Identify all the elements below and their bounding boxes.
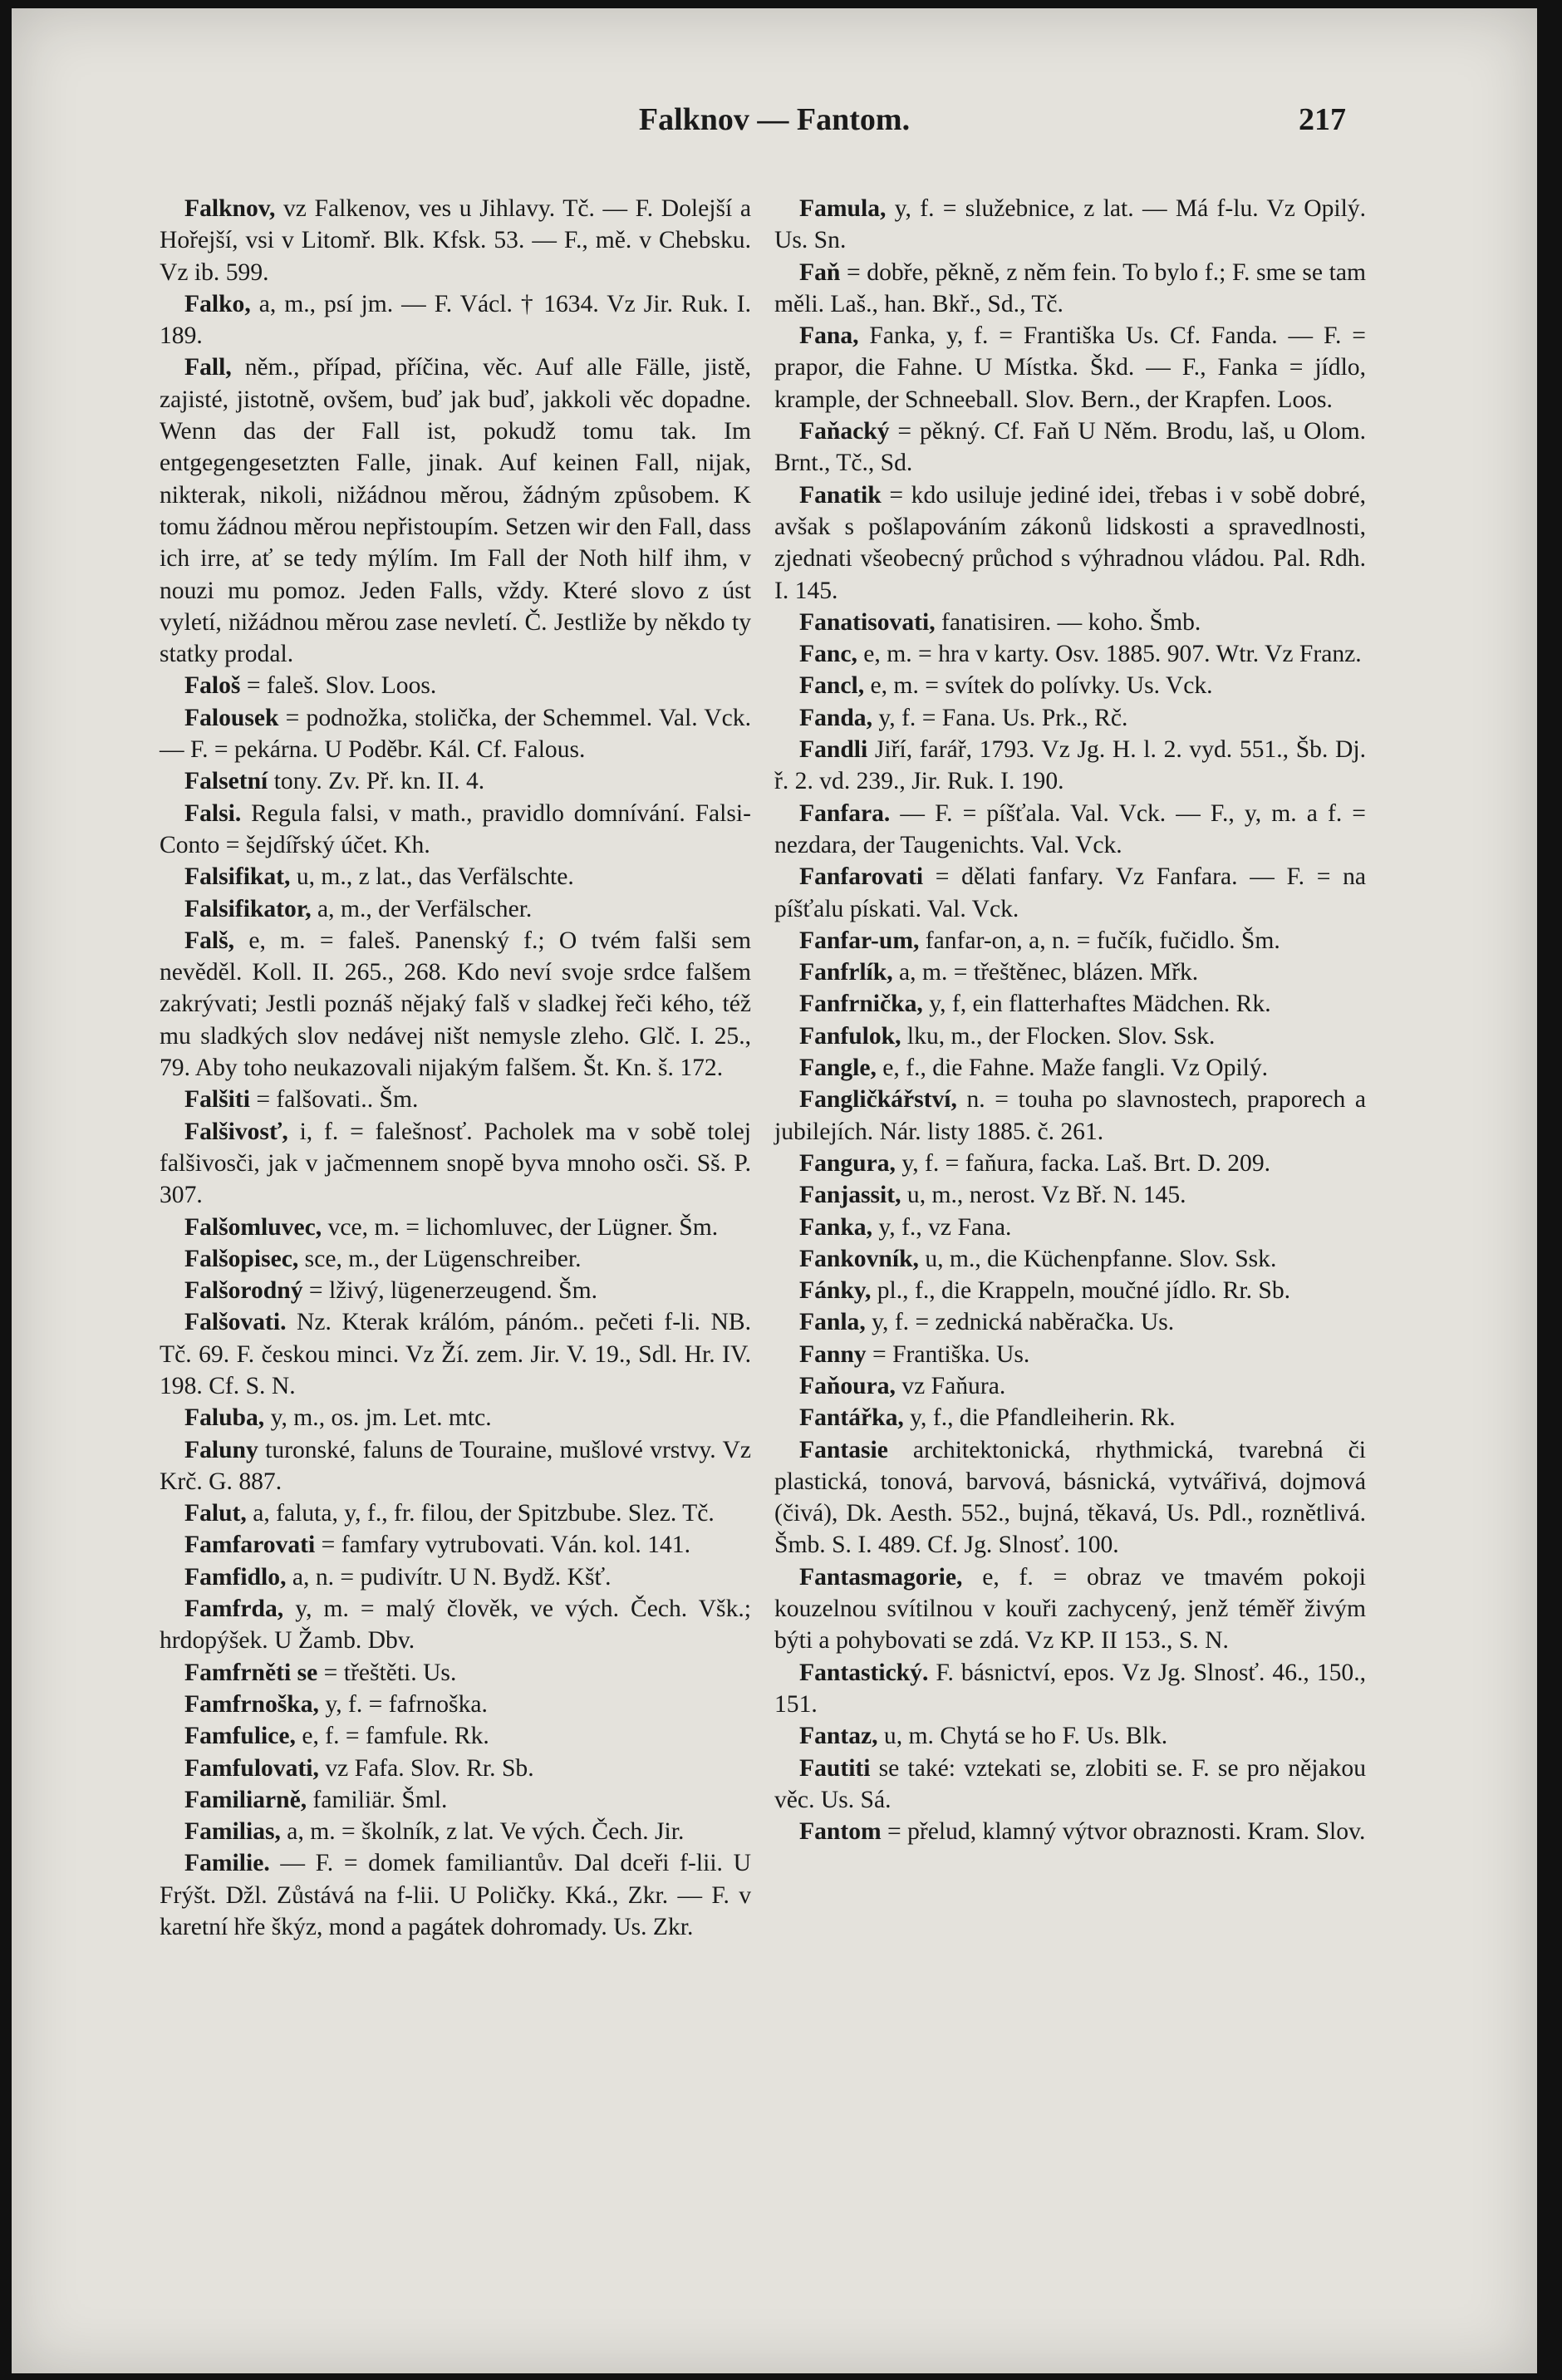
right-column: [774, 193, 1366, 1847]
dictionary-entry: [160, 1212, 751, 1243]
entry-headword: Falknov,: [184, 195, 276, 222]
entry-text: Fanka, y, f. = Františka Us. Cf. Fanda. — F. = prapor, die Fahne. U Místka. Škd. — F., Fanka = jídlo, krample, der Schneeball. Slov. Bern., der Krapfen. Loos.: [774, 322, 1366, 413]
entry-text: = třeštěti. Us.: [317, 1659, 457, 1686]
dictionary-entry: [774, 1816, 1366, 1847]
entry-headword: Fantasie: [799, 1436, 888, 1463]
dictionary-entry: [774, 1148, 1366, 1179]
page-number: 217: [1299, 102, 1346, 137]
dictionary-entry: [160, 1561, 751, 1593]
entry-headword: Famfarovati: [184, 1532, 316, 1559]
entry-text: tony. Zv. Př. kn. II. 4.: [268, 768, 485, 795]
entry-headword: Falsifikator,: [184, 895, 312, 922]
entry-text: u, m. Chytá se ho F. Us. Blk.: [877, 1723, 1168, 1750]
dictionary-entry: [160, 1306, 751, 1402]
dictionary-entry: [774, 479, 1366, 607]
entry-text: = Františka. Us.: [866, 1340, 1030, 1368]
dictionary-entry: [774, 1212, 1366, 1243]
entry-headword: Falšomluvec,: [184, 1213, 322, 1241]
dictionary-entry: [160, 1434, 751, 1498]
dictionary-entry: [774, 257, 1366, 321]
entry-headword: Fangura,: [799, 1149, 896, 1177]
entry-text: y, f, ein flatterhaftes Mädchen. Rk.: [922, 991, 1271, 1018]
dictionary-entry: [160, 1847, 751, 1943]
entry-headword: Fautiti: [799, 1754, 871, 1782]
left-column: [160, 193, 751, 1943]
entry-text: a, m. = školník, z lat. Ve vých. Čech. Jir.: [280, 1818, 685, 1846]
entry-text: Nz. Kterak králóm, pánóm.. pečeti f-li. NB. Tč. 69. F. českou minci. Vz Ží. zem. Jir. V. 19., Sdl. Hr. IV. 198. Cf. S. N.: [160, 1309, 751, 1399]
entry-text: = famfary vytrubovati. Ván. kol. 141.: [315, 1532, 690, 1559]
entry-text: y, m., os. jm. Let. mtc.: [264, 1404, 492, 1432]
entry-headword: Fanc,: [799, 641, 857, 668]
dictionary-entry: [160, 1084, 751, 1115]
entry-headword: Fanfrlík,: [799, 959, 893, 986]
dictionary-entry: [774, 638, 1366, 670]
dictionary-entry: [160, 861, 751, 893]
dictionary-entry: [774, 670, 1366, 701]
dictionary-entry: [160, 702, 751, 766]
entry-headword: Falš,: [184, 927, 235, 954]
dictionary-entry: [774, 1370, 1366, 1402]
dictionary-entry: [774, 1084, 1366, 1148]
entry-headword: Fall,: [184, 354, 232, 381]
entry-headword: Fanfar-um,: [799, 927, 920, 954]
entry-headword: Fancl,: [799, 672, 865, 700]
entry-text: y, f. = fafrnoška.: [318, 1690, 488, 1718]
dictionary-entry: [160, 1753, 751, 1784]
dictionary-entry: [160, 1689, 751, 1720]
dictionary-entry: [774, 1020, 1366, 1052]
entry-headword: Fanfrnička,: [799, 991, 923, 1018]
entry-text: — F. = domek familiantův. Dal dceři f-lii. U Frýšt. Džl. Zůstává na f-lii. U Poličky. Kká., Zkr. — F. v karetní hře škýz, mond a pagátek dohromady. Us. Zkr.: [160, 1850, 751, 1941]
entry-text: sce, m., der Lügenschreiber.: [298, 1245, 582, 1272]
entry-text: e, m. = svítek do polívky. Us. Vck.: [864, 672, 1213, 700]
entry-headword: Falousek: [184, 704, 279, 731]
dictionary-entry: [774, 988, 1366, 1020]
dictionary-entry: [774, 734, 1366, 798]
entry-headword: Falšovati.: [184, 1309, 287, 1336]
entry-text: familiär. Šml.: [307, 1786, 448, 1813]
entry-text: lku, m., der Flocken. Slov. Ssk.: [901, 1022, 1216, 1050]
entry-headword: Falšopisec,: [184, 1245, 299, 1272]
dictionary-entry: [160, 798, 751, 862]
dictionary-entry: [774, 416, 1366, 479]
entry-text: y, f. = zednická naběračka. Us.: [865, 1309, 1175, 1336]
entry-headword: Fanka,: [799, 1213, 872, 1241]
entry-text: a, m., der Verfälscher.: [311, 895, 533, 922]
entry-text: pl., f., die Krappeln, moučné jídlo. Rr. Sb.: [871, 1277, 1291, 1305]
entry-headword: Falsi.: [184, 799, 242, 827]
entry-text: vz Fafa. Slov. Rr. Sb.: [318, 1754, 534, 1782]
entry-text: y, f., vz Fana.: [872, 1213, 1012, 1241]
entry-text: vz Falkenov, ves u Jihlavy. Tč. — F. Dolejší a Hořejší, vsi v Litomř. Blk. Kfsk. 53. — F., mě. v Chebsku. Vz ib. 599.: [160, 195, 751, 286]
dictionary-entry: [774, 1434, 1366, 1561]
entry-headword: Famfrnoška,: [184, 1690, 319, 1718]
dictionary-entry: [160, 1720, 751, 1752]
entry-text: a, m. = třeštěnec, blázen. Mřk.: [892, 959, 1199, 986]
entry-text: něm., případ, příčina, věc. Auf alle Fälle, jistě, zajisté, jistotně, ovšem, buď jak buď, jakkoli věc dopadne. Wenn das der Fall ist, pokudž tomu tak. Im entgegengesetzten Falle, jinak. Auf keinen Fall, nijak, nikterak, nikoli, nižádnou měrou, žádným způsobem. K tomu žádnou měrou nepřistoupím. Setzen wir den Fall, dass ich irre, ať se tedy mýlím. Im Fall der Noth hilf ihm, v nouzi mu pomoz. Jeden Falls, vždy. Které slovo z úst vyletí, nižádnou měrou zase nevletí. Č. Jestliže by někdo ty statky prodal.: [160, 354, 751, 668]
entry-headword: Falšiti: [184, 1086, 250, 1114]
entry-headword: Fanatisovati,: [799, 608, 936, 636]
entry-text: fanfar-on, a, n. = fučík, fučidlo. Šm.: [919, 927, 1280, 954]
entry-headword: Fantasmagorie,: [799, 1563, 963, 1591]
dictionary-entry: [160, 1402, 751, 1433]
entry-text: a, n. = pudivítr. U N. Bydž. Kšť.: [286, 1563, 612, 1591]
entry-headword: Fanfarovati: [799, 863, 924, 891]
entry-headword: Falsetní: [184, 768, 268, 795]
entry-headword: Famfidlo,: [184, 1563, 287, 1591]
dictionary-entry: [774, 1402, 1366, 1433]
entry-headword: Fankovník,: [799, 1245, 919, 1272]
entry-headword: Fanny: [799, 1340, 867, 1368]
entry-headword: Fantastický.: [799, 1659, 929, 1686]
dictionary-entry: [774, 702, 1366, 734]
dictionary-entry: [774, 1753, 1366, 1817]
dictionary-entry: [774, 1339, 1366, 1370]
entry-headword: Faluba,: [184, 1404, 265, 1432]
header-title: Falknov — Fantom.: [638, 102, 911, 137]
entry-text: vz Faňura.: [895, 1372, 1006, 1399]
entry-text: Jiří, farář, 1793. Vz Jg. H. l. 2. vyd. 551., Šb. Dj. ř. 2. vd. 239., Jir. Ruk. I. 190.: [774, 736, 1366, 795]
dictionary-entry: [774, 1179, 1366, 1211]
entry-text: vce, m. = lichomluvec, der Lügner. Šm.: [322, 1213, 719, 1241]
entry-text: e, m. = hra v karty. Osv. 1885. 907. Wtr. Vz Franz.: [857, 641, 1362, 668]
dictionary-entry: [774, 193, 1366, 257]
entry-text: turonské, faluns de Touraine, mušlové vrstvy. Vz Krč. G. 887.: [160, 1436, 751, 1495]
dictionary-entry: [774, 320, 1366, 416]
entry-text: = dělati fanfary. Vz Fanfara. — F. = na píšťalu pískati. Val. Vck.: [774, 863, 1366, 922]
dictionary-entry: [774, 1275, 1366, 1306]
dictionary-entry: [774, 1720, 1366, 1752]
entry-headword: Familie.: [184, 1850, 270, 1877]
dictionary-entry: [160, 1275, 751, 1306]
entry-headword: Fanfulok,: [799, 1022, 901, 1050]
entry-headword: Falut,: [184, 1500, 247, 1527]
dictionary-entry: [160, 765, 751, 797]
entry-headword: Familiarně,: [184, 1786, 307, 1813]
entry-headword: Fana,: [799, 322, 859, 350]
entry-text: e, f., die Fahne. Maže fangli. Vz Opilý.: [876, 1055, 1269, 1082]
dictionary-entry: [774, 1306, 1366, 1338]
entry-text: i, f. = falešnosť. Pacholek ma v sobě tolej falšivosči, jak v jačmennem snopě byva mnoho osči. Sš. P. 307.: [160, 1118, 751, 1209]
entry-text: architektonická, rhythmická, tvarebná či plastická, tonová, barvová, básnická, vytvářivá, dojmová (čivá), Dk. Aesth. 552., bujná, těkavá, Us. Pdl., roznětlivá. Šmb. S. I. 489. Cf. Jg. Slnosť. 100.: [774, 1436, 1366, 1559]
entry-headword: Famfulovati,: [184, 1754, 319, 1782]
entry-text: a, faluta, y, f., fr. filou, der Spitzbube. Slez. Tč.: [246, 1500, 715, 1527]
entry-headword: Fangle,: [799, 1055, 877, 1082]
entry-headword: Falsifikat,: [184, 863, 291, 891]
entry-headword: Falšivosť,: [184, 1118, 288, 1145]
dictionary-entry: [774, 1561, 1366, 1657]
dictionary-entry: [774, 925, 1366, 956]
entry-text: = kdo usiluje jediné idei, třebas i v sobě dobré, avšak s pošlapováním zákonů lidskosti a spravedlnosti, zjednati všeobecný průchod s výhradnou vládou. Pal. Rdh. I. 145.: [774, 481, 1366, 604]
entry-headword: Fanfara.: [799, 799, 891, 827]
entry-text: = lživý, lügenerzeugend. Šm.: [302, 1277, 597, 1305]
dictionary-entry: [160, 288, 751, 352]
entry-text: e, f. = obraz ve tmavém pokoji kouzelnou svítilnou v kouři zachycený, jenž téměř živým býti a pohybovati se zdá. Vz KP. II 153., S. N.: [774, 1563, 1366, 1655]
entry-headword: Familias,: [184, 1818, 281, 1846]
entry-headword: Fangličkářství,: [799, 1086, 957, 1114]
dictionary-entry: [774, 1657, 1366, 1721]
dictionary-entry: [160, 670, 751, 701]
dictionary-page: [12, 8, 1537, 2373]
entry-text: = přelud, klamný výtvor obraznosti. Kram. Slov.: [881, 1818, 1366, 1846]
entry-headword: Falšorodný: [184, 1277, 303, 1305]
entry-text: = faleš. Slov. Loos.: [240, 672, 437, 700]
entry-text: y, f. = Fana. Us. Prk., Rč.: [872, 704, 1128, 731]
entry-text: y, f. = faňura, facka. Laš. Brt. D. 209.: [895, 1149, 1271, 1177]
dictionary-entry: [160, 352, 751, 670]
dictionary-entry: [160, 1816, 751, 1847]
entry-headword: Famfrda,: [184, 1596, 284, 1623]
entry-text: F. básnictví, epos. Vz Jg. Slnosť. 46., 150., 151.: [774, 1659, 1366, 1718]
entry-headword: Famfrněti se: [184, 1659, 318, 1686]
entry-text: = podnožka, stolička, der Schemmel. Val. Vck. — F. = pekárna. U Poděbr. Kál. Cf. Falous.: [160, 704, 751, 764]
entry-text: e, m. = faleš. Panenský f.; O tvém falši sem nevěděl. Koll. II. 265., 268. Kdo neví svoje srdce falšem zakrývati; Jestli poznáš nějaký falš v sladkej řeči kého, též mu sladkých slov nedávej ništ nemysle zleho. Glč. I. 25., 79. Aby toho neukazovali nijakým falšem. Št. Kn. š. 172.: [160, 927, 751, 1082]
entry-headword: Faloš: [184, 672, 241, 700]
entry-text: u, m., z lat., das Verfälschte.: [290, 863, 574, 891]
dictionary-entry: [160, 925, 751, 1084]
entry-text: = dobře, pěkně, z něm fein. To bylo f.; F. sme se tam měli. Laš., han. Bkř., Sd., Tč.: [774, 258, 1366, 317]
entry-headword: Falko,: [184, 290, 251, 317]
entry-headword: Fanda,: [799, 704, 872, 731]
entry-headword: Fanla,: [799, 1309, 866, 1336]
entry-text: u, m., die Küchenpfanne. Slov. Ssk.: [918, 1245, 1277, 1272]
dictionary-entry: [160, 1243, 751, 1275]
entry-headword: Fandli: [799, 736, 868, 764]
entry-text: u, m., nerost. Vz Bř. N. 145.: [901, 1182, 1186, 1209]
entry-text: se také: vztekati se, zlobiti se. F. se pro nějakou věc. Us. Sá.: [774, 1754, 1366, 1813]
dictionary-entry: [774, 956, 1366, 988]
entry-headword: Fantářka,: [799, 1404, 904, 1432]
dictionary-entry: [160, 1784, 751, 1816]
entry-text: Regula falsi, v math., pravidlo domnívání. Falsi-Conto = šejdířský účet. Kh.: [160, 799, 751, 858]
entry-headword: Fantom: [799, 1818, 882, 1846]
dictionary-entry: [774, 798, 1366, 862]
entry-text: — F. = píšťala. Val. Vck. — F., y, m. a f. = nezdara, der Taugenichts. Val. Vck.: [774, 799, 1366, 858]
entry-text: a, m., psí jm. — F. Václ. † 1634. Vz Jir. Ruk. I. 189.: [160, 290, 751, 350]
dictionary-entry: [160, 193, 751, 288]
entry-headword: Faň: [799, 258, 841, 286]
entry-headword: Faňoura,: [799, 1372, 896, 1399]
dictionary-entry: [160, 1529, 751, 1561]
entry-headword: Fanjassit,: [799, 1182, 901, 1209]
entry-headword: Fanatik: [799, 481, 882, 509]
entry-text: y, f. = služebnice, z lat. — Má f-lu. Vz Opilý. Us. Sn.: [774, 195, 1366, 254]
dictionary-entry: [160, 1497, 751, 1529]
entry-headword: Faluny: [184, 1436, 258, 1463]
entry-text: = falšovati.. Šm.: [249, 1086, 419, 1114]
entry-headword: Famula,: [799, 195, 887, 222]
entry-text: n. = touha po slavnostech, praporech a jubilejích. Nár. listy 1885. č. 261.: [774, 1086, 1366, 1145]
dictionary-entry: [774, 1243, 1366, 1275]
entry-headword: Fánky,: [799, 1277, 872, 1305]
dictionary-entry: [160, 1657, 751, 1689]
dictionary-entry: [160, 1116, 751, 1212]
entry-headword: Faňacký: [799, 418, 890, 445]
entry-text: e, f. = famfule. Rk.: [295, 1723, 489, 1750]
dictionary-entry: [160, 1593, 751, 1657]
entry-text: = pěkný. Cf. Faň U Něm. Brodu, laš, u Olom. Brnt., Tč., Sd.: [774, 418, 1366, 477]
entry-text: fanatisiren. — koho. Šmb.: [935, 608, 1201, 636]
entry-headword: Famfulice,: [184, 1723, 296, 1750]
entry-headword: Fantaz,: [799, 1723, 878, 1750]
dictionary-entry: [774, 1052, 1366, 1084]
entry-text: y, m. = malý člověk, ve vých. Čech. Všk.; hrdopýšek. U Žamb. Dbv.: [160, 1596, 751, 1655]
dictionary-entry: [160, 893, 751, 925]
entry-text: y, f., die Pfandleiherin. Rk.: [903, 1404, 1176, 1432]
dictionary-entry: [774, 607, 1366, 638]
dictionary-entry: [774, 861, 1366, 925]
